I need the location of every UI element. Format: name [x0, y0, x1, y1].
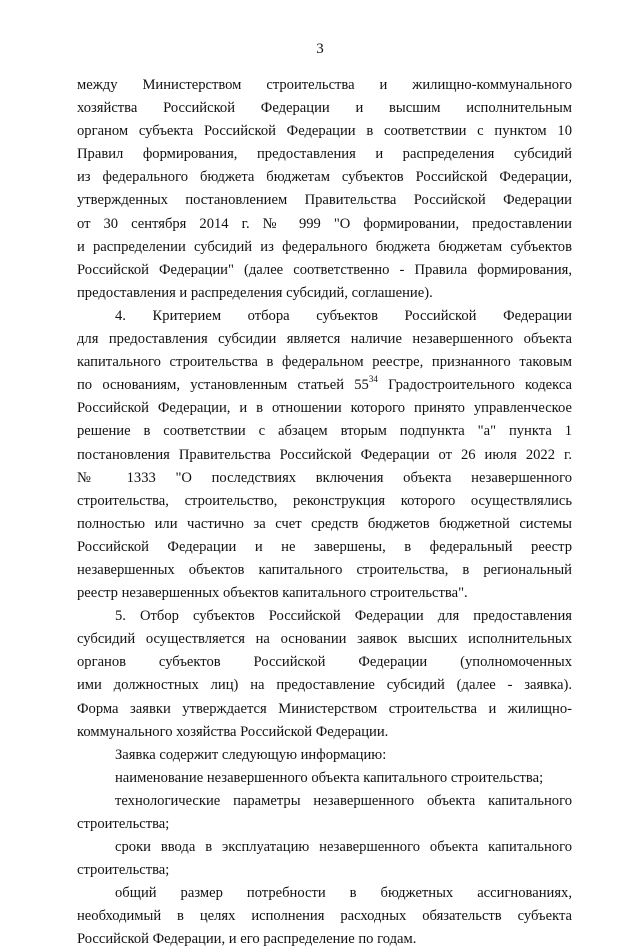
text-line: хозяйства Российской Федерации и высшим исполнительным	[77, 100, 572, 117]
text-line: предоставления и распределения субсидий, соглашение).	[77, 284, 433, 301]
text-line: полностью или частично за счет средств бюджетов бюджетной системы	[77, 515, 572, 532]
text-line: из федерального бюджета бюджетам субъектов Российской Федерации,	[77, 169, 572, 186]
text-line: и распределении субсидий из федерального бюджета бюджетам субъектов	[77, 238, 572, 255]
text-line: ими должностных лиц) на предоставление субсидий (далее - заявка).	[77, 677, 572, 694]
list-item: наименование незавершенного объекта капитального строительства;	[115, 769, 544, 786]
list-item: общий размер потребности в бюджетных ассигнованиях,	[115, 885, 572, 902]
text-line: Российской Федерации" (далее соответственно - Правила формирования,	[77, 261, 572, 278]
text-line: строительства;	[77, 862, 170, 879]
text-line: необходимый в целях исполнения расходных обязательств субъекта	[77, 908, 572, 925]
text-line: между Министерством строительства и жилищно-коммунального	[77, 77, 572, 93]
text-line: утвержденных постановлением Правительства Российской Федерации	[77, 192, 572, 209]
text-line: органом субъекта Российской Федерации в соответствии с пунктом 10	[77, 123, 572, 140]
text-line: органов субъектов Российской Федерации (уполномоченных	[77, 654, 572, 671]
text-line: от 30 сентября 2014 г. № 999 "О формировании, предоставлении	[77, 215, 572, 232]
paragraph-4-start: 4. Критерием отбора субъектов Российской Федерации	[115, 307, 572, 324]
text-fragment: Градостроительного кодекса	[377, 377, 572, 394]
text-line: для предоставления субсидии является наличие незавершенного объекта	[77, 331, 572, 348]
text-fragment: по основаниям, установленным статьей 55	[77, 377, 369, 394]
list-item: сроки ввода в эксплуатацию незавершенного объекта капитального	[115, 839, 572, 856]
text-line: постановления Правительства Российской Федерации от 26 июля 2022 г.	[77, 446, 572, 463]
text-line: субсидий осуществляется на основании заявок высших исполнительных	[77, 631, 572, 648]
text-line: строительства, строительство, реконструкция которого осуществлялись	[77, 492, 572, 509]
text-line: коммунального хозяйства Российской Федерации.	[77, 723, 389, 740]
text-line: решение в соответствии с абзацем вторым подпункта "а" пункта 1	[77, 423, 572, 440]
text-line: незавершенных объектов капитального строительства, в региональный	[77, 561, 572, 578]
document-body	[77, 74, 572, 952]
superscript: 34	[368, 374, 378, 385]
paragraph-5-start: 5. Отбор субъектов Российской Федерации для предоставления	[115, 608, 572, 625]
list-intro: Заявка содержит следующую информацию:	[115, 746, 387, 763]
text-line: строительства;	[77, 816, 170, 832]
text-line-with-superscript	[77, 374, 572, 397]
text-line: реестр незавершенных объектов капитального строительства".	[77, 585, 468, 602]
list-item: технологические параметры незавершенного объекта капитального	[115, 792, 572, 809]
text-line: Российской Федерации, и его распределение по годам.	[77, 931, 417, 948]
text-line: Российской Федерации и не завершены, в федеральный реестр	[77, 538, 572, 555]
text-line: № 1333 "О последствиях включения объекта незавершенного	[77, 469, 572, 486]
text-line: Форма заявки утверждается Министерством строительства и жилищно-	[77, 700, 572, 717]
text-line: Российской Федерации, и в отношении которого принято управленческое	[77, 400, 572, 417]
text-line: капитального строительства в федеральном реестре, признанного таковым	[77, 354, 572, 371]
text-line: Правил формирования, предоставления и распределения субсидий	[77, 146, 572, 163]
page-number: 3	[316, 41, 324, 57]
